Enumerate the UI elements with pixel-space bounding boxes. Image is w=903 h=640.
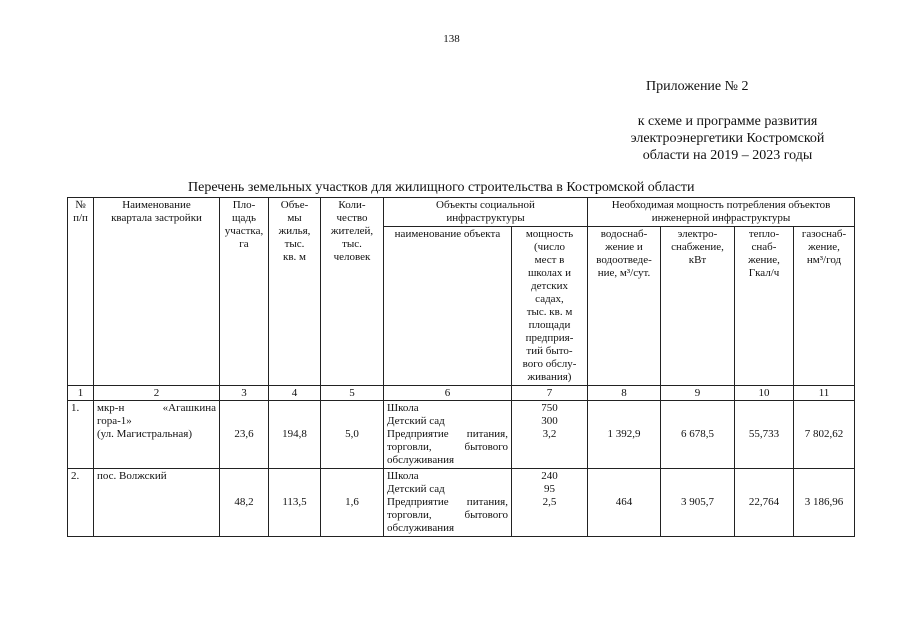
header-power-group [588, 198, 855, 227]
header-text: га [239, 238, 249, 250]
cell-gas: 3 186,96 [794, 469, 855, 537]
header-text: человек [333, 251, 371, 263]
cell-electric: 3 905,7 [661, 469, 735, 537]
header-text: Объекты социальной [436, 199, 535, 211]
header-residents [321, 198, 384, 386]
header-text: чество [336, 212, 368, 224]
header-name [94, 198, 220, 386]
header-text: Пло- [232, 199, 256, 211]
column-number: 2 [94, 386, 220, 401]
appendix-title: Приложение № 2 [646, 79, 749, 94]
column-number: 9 [661, 386, 735, 401]
header-text: Гкал/ч [748, 267, 780, 279]
header-text: мест в [534, 254, 565, 266]
header-text: щадь [232, 212, 256, 224]
object-name: Детский сад [387, 415, 445, 427]
object-name: Предприятие питания, торговли, бытового обслуживания [387, 496, 508, 534]
header-heat [735, 227, 794, 386]
header-text: водоотведе- [596, 254, 652, 266]
cell-name [94, 401, 220, 469]
capacity-value: 240 [541, 470, 558, 482]
cell-water: 1 392,9 [588, 401, 661, 469]
header-text: газоснаб- [801, 228, 847, 240]
header-text: инженерной инфраструктуры [651, 212, 791, 224]
page-number: 138 [443, 33, 460, 45]
header-text: электро- [677, 228, 718, 240]
header-text: снаб- [751, 241, 777, 253]
cell-residents: 5,0 [321, 401, 384, 469]
header-row [68, 198, 855, 227]
cell-volume: 194,8 [269, 401, 321, 469]
cell-capacities [512, 401, 588, 469]
column-number: 4 [269, 386, 321, 401]
cell-area: 48,2 [220, 469, 269, 537]
appendix-subtitle [600, 113, 855, 164]
cell-residents: 1,6 [321, 469, 384, 537]
cell-capacities [512, 469, 588, 537]
header-text: тепло- [748, 228, 780, 240]
header-text: инфраструктуры [446, 212, 525, 224]
header-text: школах и [527, 267, 572, 279]
cell-heat: 22,764 [735, 469, 794, 537]
cell-num: 1. [68, 401, 94, 469]
cell-area: 23,6 [220, 401, 269, 469]
header-text: п/п [73, 212, 88, 224]
header-electric [661, 227, 735, 386]
header-text: жение, [808, 241, 840, 253]
cell-gas: 7 802,62 [794, 401, 855, 469]
header-text: жение и [605, 241, 643, 253]
header-text: ние, м³/сут. [597, 267, 651, 279]
header-object-name: наименование объекта [384, 227, 512, 386]
header-text: предприя- [525, 332, 574, 344]
capacity-value: 3,2 [542, 428, 557, 440]
cell-heat: 55,733 [735, 401, 794, 469]
appendix-subtitle-line: электроэнергетики Костромской [630, 131, 825, 146]
column-number: 11 [794, 386, 855, 401]
header-text: Наименование [122, 199, 191, 211]
column-number: 1 [68, 386, 94, 401]
cell-objects [384, 469, 512, 537]
column-number: 10 [735, 386, 794, 401]
header-text: Коли- [338, 199, 366, 211]
appendix-block [600, 79, 900, 164]
header-text: тыс. кв. м [526, 306, 573, 318]
header-water [588, 227, 661, 386]
capacity-value: 95 [544, 483, 555, 495]
header-capacity [512, 227, 588, 386]
header-text: жителей, [330, 225, 374, 237]
cell-volume: 113,5 [269, 469, 321, 537]
appendix-subtitle-line: области на 2019 – 2023 годы [642, 148, 813, 163]
capacity-value: 300 [541, 415, 558, 427]
header-text: вого обслу- [522, 358, 577, 370]
object-name: Школа [387, 470, 419, 482]
name-line: (ул. Магистральная) [97, 428, 193, 440]
header-text: кВт [688, 254, 707, 266]
header-text: мощность [525, 228, 574, 240]
column-number: 8 [588, 386, 661, 401]
column-number: 7 [512, 386, 588, 401]
appendix-subtitle-line: к схеме и программе развития [637, 114, 818, 129]
table-row [68, 469, 855, 537]
capacity-value: 2,5 [542, 496, 557, 508]
cell-electric: 6 678,5 [661, 401, 735, 469]
header-text: живания) [527, 371, 572, 383]
table-title: Перечень земельных участков для жилищного строительства в Костромской области [188, 180, 695, 195]
header-text: жение, [748, 254, 780, 266]
cell-objects [384, 401, 512, 469]
column-number: 6 [384, 386, 512, 401]
header-text: участка, [224, 225, 264, 237]
header-num [68, 198, 94, 386]
header-volume [269, 198, 321, 386]
header-text: мы [287, 212, 302, 224]
cell-water: 464 [588, 469, 661, 537]
object-name: Предприятие питания, торговли, бытового обслуживания [387, 428, 508, 466]
header-text: № [75, 199, 86, 211]
header-text: тий быто- [526, 345, 573, 357]
header-text: площади [528, 319, 571, 331]
object-name: Детский сад [387, 483, 445, 495]
header-text: тыс. [342, 238, 362, 250]
capacity-value: 750 [541, 402, 558, 414]
header-text: снабжение, [671, 241, 724, 253]
name-line: мкр-н «Агашкина [97, 402, 216, 414]
column-number: 3 [220, 386, 269, 401]
name-line: гора-1» [97, 415, 132, 427]
table-row [68, 401, 855, 469]
header-text: детских [530, 280, 569, 292]
header-text: нм³/год [806, 254, 842, 266]
header-text: Необходимая мощность потребления объектов [611, 199, 831, 211]
object-name: Школа [387, 402, 419, 414]
header-text: (число [534, 241, 565, 253]
name-line: пос. Волжский [97, 470, 167, 482]
land-plots-table [67, 197, 855, 537]
header-text: кв. м [283, 251, 306, 263]
header-gas [794, 227, 855, 386]
header-text: тыс. [284, 238, 305, 250]
header-text: жилья, [278, 225, 311, 237]
column-number: 5 [321, 386, 384, 401]
header-social-group [384, 198, 588, 227]
header-text: Объе- [280, 199, 309, 211]
cell-num: 2. [68, 469, 94, 537]
header-text: садах, [535, 293, 564, 305]
header-text: водоснаб- [600, 228, 648, 240]
cell-name [94, 469, 220, 537]
header-area [220, 198, 269, 386]
column-number-row [68, 386, 855, 401]
header-text: квартала застройки [111, 212, 202, 224]
